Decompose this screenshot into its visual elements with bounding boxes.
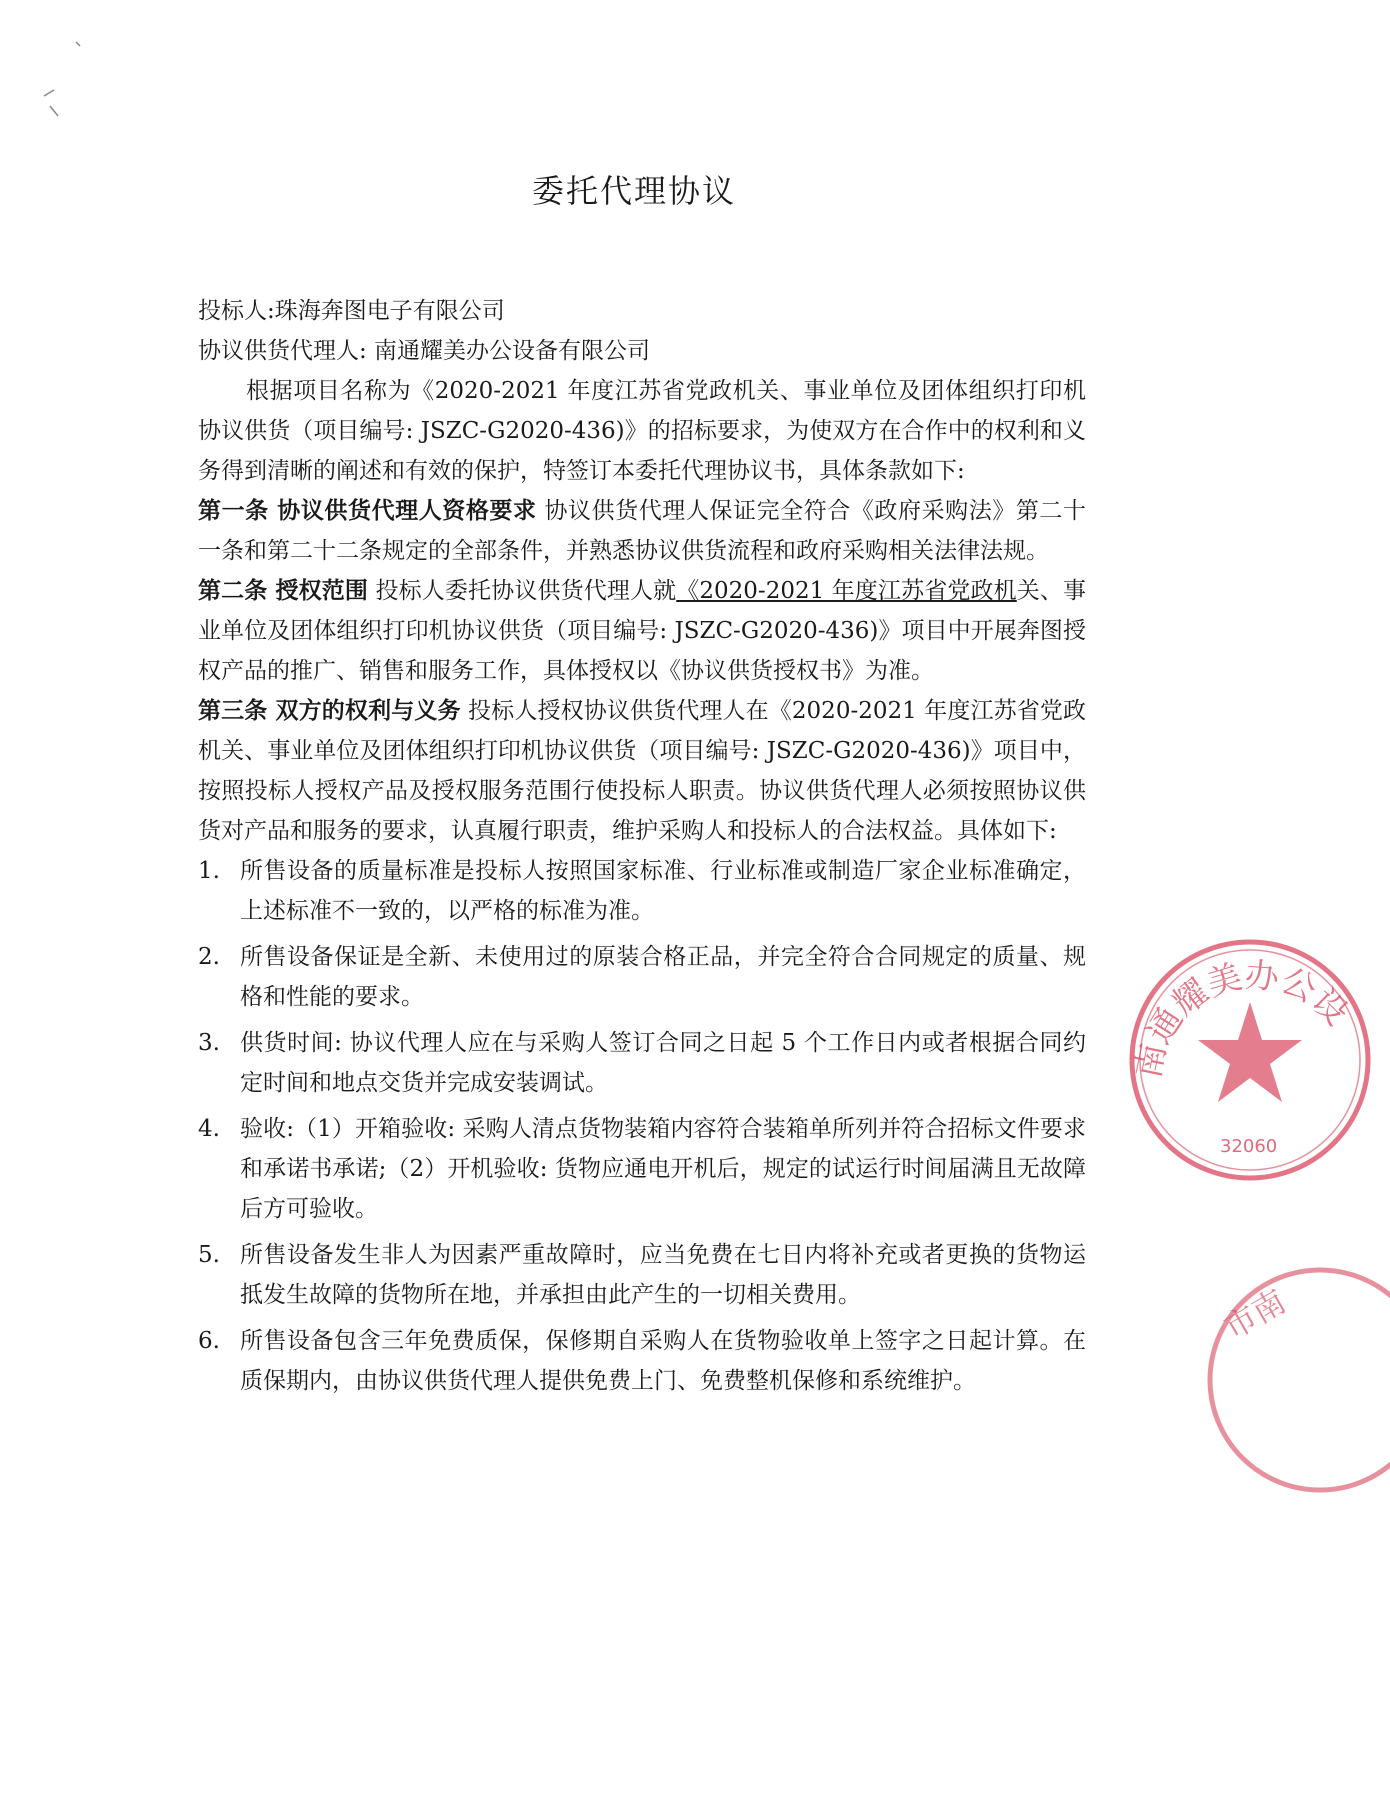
intro-paragraph: 根据项目名称为《2020-2021 年度江苏省党政机关、事业单位及团体组织打印机协议供货（项目编号: JSZC-G2020-436)》的招标要求，为使双方在合作中的权利和义务得到清晰的阐述和有效的保护，特签订本委托代理协议书，具体条款如下: [198,378,1086,484]
item-text: 验收:（1）开箱验收: 采购人清点货物装箱内容符合装箱单所列并符合招标文件要求和承诺书承诺;（2）开机验收: 货物应通电开机后，规定的试运行时间届满且无故障后方可验收。 [240,1116,1086,1222]
item-number: 5. [198,1242,220,1268]
list-item [198,937,1086,1017]
item-text: 所售设备发生非人为因素严重故障时，应当免费在七日内将补充或者更换的货物运抵发生故障的货物所在地，并承担由此产生的一切相关费用。 [240,1242,1086,1308]
item-number: 3. [198,1030,220,1056]
article-text: 协议供货代理人保证完全符合《政府采购法》第二十一条和第二十二条规定的全部条件，并熟悉协议供货流程和政府采购相关法律法规。 [198,498,1086,564]
item-number: 2. [198,944,220,970]
article-text-continued: 关、事业单位及团体组织打印机协议供货（项目编号: JSZC-G2020-436)》项目中开展奔图授权产品的推广、销售和服务工作，具体授权以《协议供货授权书》为准。 [198,578,1086,684]
item-number: 4. [198,1116,220,1142]
seal-text: 市南 [1217,1282,1293,1347]
obligation-list [198,851,1086,1401]
item-text: 所售设备的质量标准是投标人按照国家标准、行业标准或制造厂家企业标准确定，上述标准不一致的，以严格的标准为准。 [240,858,1086,924]
document-title: 委托代理协议 [531,172,736,210]
document-body [198,291,1086,1407]
item-text: 所售设备包含三年免费质保，保修期自采购人在货物验收单上签字之日起计算。在质保期内，由协议供货代理人提供免费上门、免费整机保修和系统维护。 [240,1328,1086,1394]
article-underlined-text: 《2020-2021 年度江苏省党政机 [676,578,1017,604]
item-number: 1. [198,858,220,884]
list-item [198,851,1086,931]
company-seal-stamp [1120,930,1380,1190]
article-text: 投标人授权协议供货代理人在《2020-2021 年度江苏省党政机关、事业单位及团体组织打印机协议供货（项目编号: JSZC-G2020-436)》项目中，按照投标人授权产品及授权服务范围行使投标人职责。协议供货代理人必须按照协议供货对产品和服务的要求，认真履行职责，维护采购人和投标人的合法权益。具体如下: [198,698,1086,844]
article-2 [198,571,1086,691]
list-item [198,1321,1086,1401]
list-item [198,1235,1086,1315]
item-text: 供货时间: 协议代理人应在与采购人签订合同之日起 5 个工作日内或者根据合同约定时间和地点交货并完成安装调试。 [240,1030,1086,1096]
list-item [198,1023,1086,1103]
article-3 [198,691,1086,851]
article-text: 投标人委托协议供货代理人就 [368,578,677,604]
second-seal-stamp [1190,1250,1390,1510]
seal-code: 32060 [1220,1136,1278,1157]
article-heading: 第三条 双方的权利与义务 [198,697,461,724]
scan-artifact [36,36,96,126]
article-heading: 第一条 协议供货代理人资格要求 [198,497,537,524]
agent-line: 协议供货代理人: 南通耀美办公设备有限公司 [198,338,651,364]
article-heading: 第二条 授权范围 [198,577,369,604]
bidder-line: 投标人:珠海奔图电子有限公司 [198,298,505,324]
seal-text: 南通耀美办公设 [1128,955,1356,1082]
item-text: 所售设备保证是全新、未使用过的原装合格正品，并完全符合合同规定的质量、规格和性能的要求。 [240,944,1086,1010]
item-number: 6. [198,1328,220,1354]
list-item [198,1109,1086,1229]
article-1 [198,491,1086,571]
